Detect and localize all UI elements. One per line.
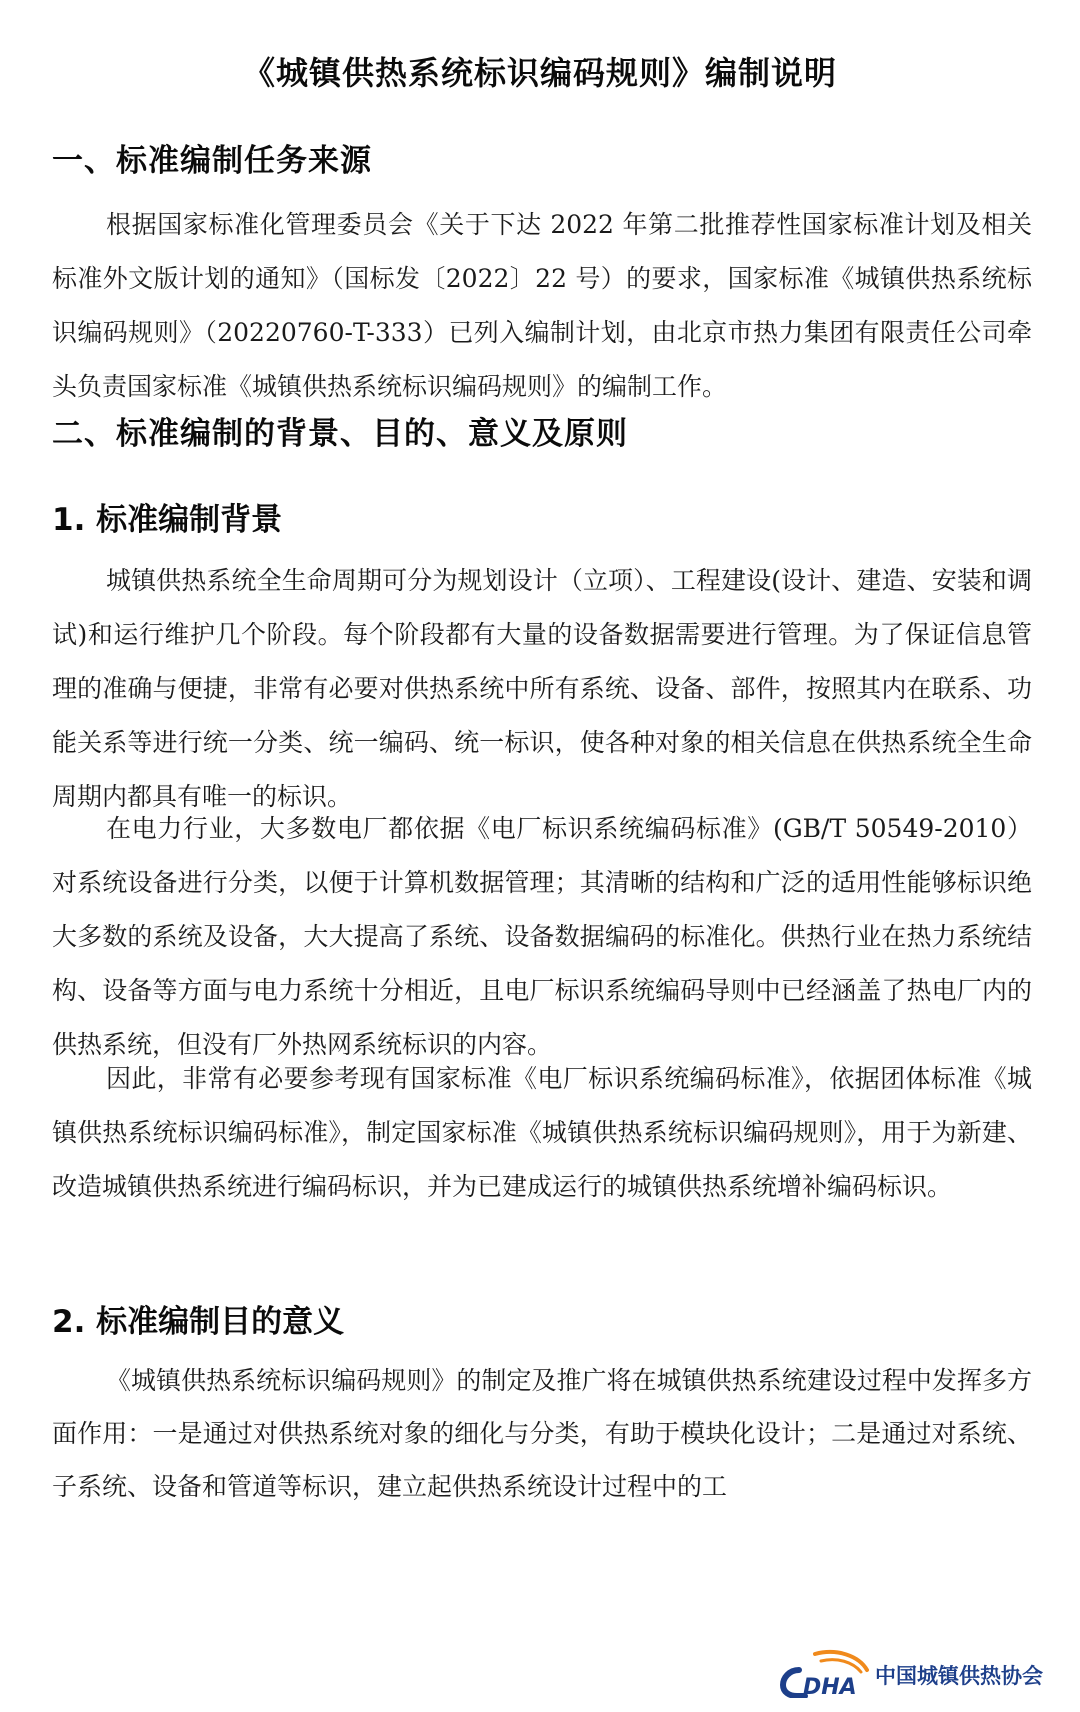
section-2-heading: 二、标准编制的背景、目的、意义及原则 [52,416,628,452]
subsection-2-1-paragraph-3: 因此，非常有必要参考现有国家标准《电厂标识系统编码标准》，依据团体标准《城镇供热系统标识编码标准》，制定国家标准《城镇供热系统标识编码规则》，用于为新建、改造城镇供热系统进行编码标识，并为已建成运行的城镇供热系统增补编码标识。 [52,1064,1032,1201]
subsection-2-1-paragraph-1: 城镇供热系统全生命周期可分为规划设计（立项）、工程建设(设计、建造、安装和调试)和运行维护几个阶段。每个阶段都有大量的设备数据需要进行管理。为了保证信息管理的准确与便捷，非常有必要对供热系统中所有系统、设备、部件，按照其内在联系、功能关系等进行统一分类、统一编码、统一标识，使各种对象的相关信息在供热系统全生命周期内都具有唯一的标识。 [52,566,1032,811]
subsection-2-2-paragraph-1: 《城镇供热系统标识编码规则》的制定及推广将在城镇供热系统建设过程中发挥多方面作用：一是通过对供热系统对象的细化与分类，有助于模块化设计；二是通过对系统、子系统、设备和管道等标识，建立起供热系统设计过程中的工 [52,1366,1032,1501]
organization-name: 中国城镇供热协会 [875,1664,1043,1688]
subsection-2-2-heading: 2. 标准编制目的意义 [52,1304,345,1340]
cdha-logo [775,1648,1065,1698]
cdha-logo-mark [775,1648,871,1698]
document-title: 《城镇供热系统标识编码规则》编制说明 [242,54,837,92]
section-1-paragraph: 根据国家标准化管理委员会《关于下达 2022 年第二批推荐性国家标准计划及相关标准外文版计划的通知》（国标发〔2022〕22 号）的要求，国家标准《城镇供热系统标识编码规则》（20220760-T-333）已列入编制计划，由北京市热力集团有限责任公司牵头负责国家标准《城镇供热系统标识编码规则》的编制工作。 [52,210,1032,401]
section-1-heading: 一、标准编制任务来源 [52,143,372,179]
subsection-2-1-paragraph-2: 在电力行业，大多数电厂都依据《电厂标识系统编码标准》(GB/T 50549-2010）对系统设备进行分类，以便于计算机数据管理；其清晰的结构和广泛的适用性能够标识绝大多数的系统及设备，大大提高了系统、设备数据编码的标准化。供热行业在热力系统结构、设备等方面与电力系统十分相近，且电厂标识系统编码导则中已经涵盖了热电厂内的供热系统，但没有厂外热网系统标识的内容。 [52,814,1032,1059]
cdha-logo-letters: DHA [803,1675,857,1698]
subsection-2-1-heading: 1. 标准编制背景 [52,502,283,538]
